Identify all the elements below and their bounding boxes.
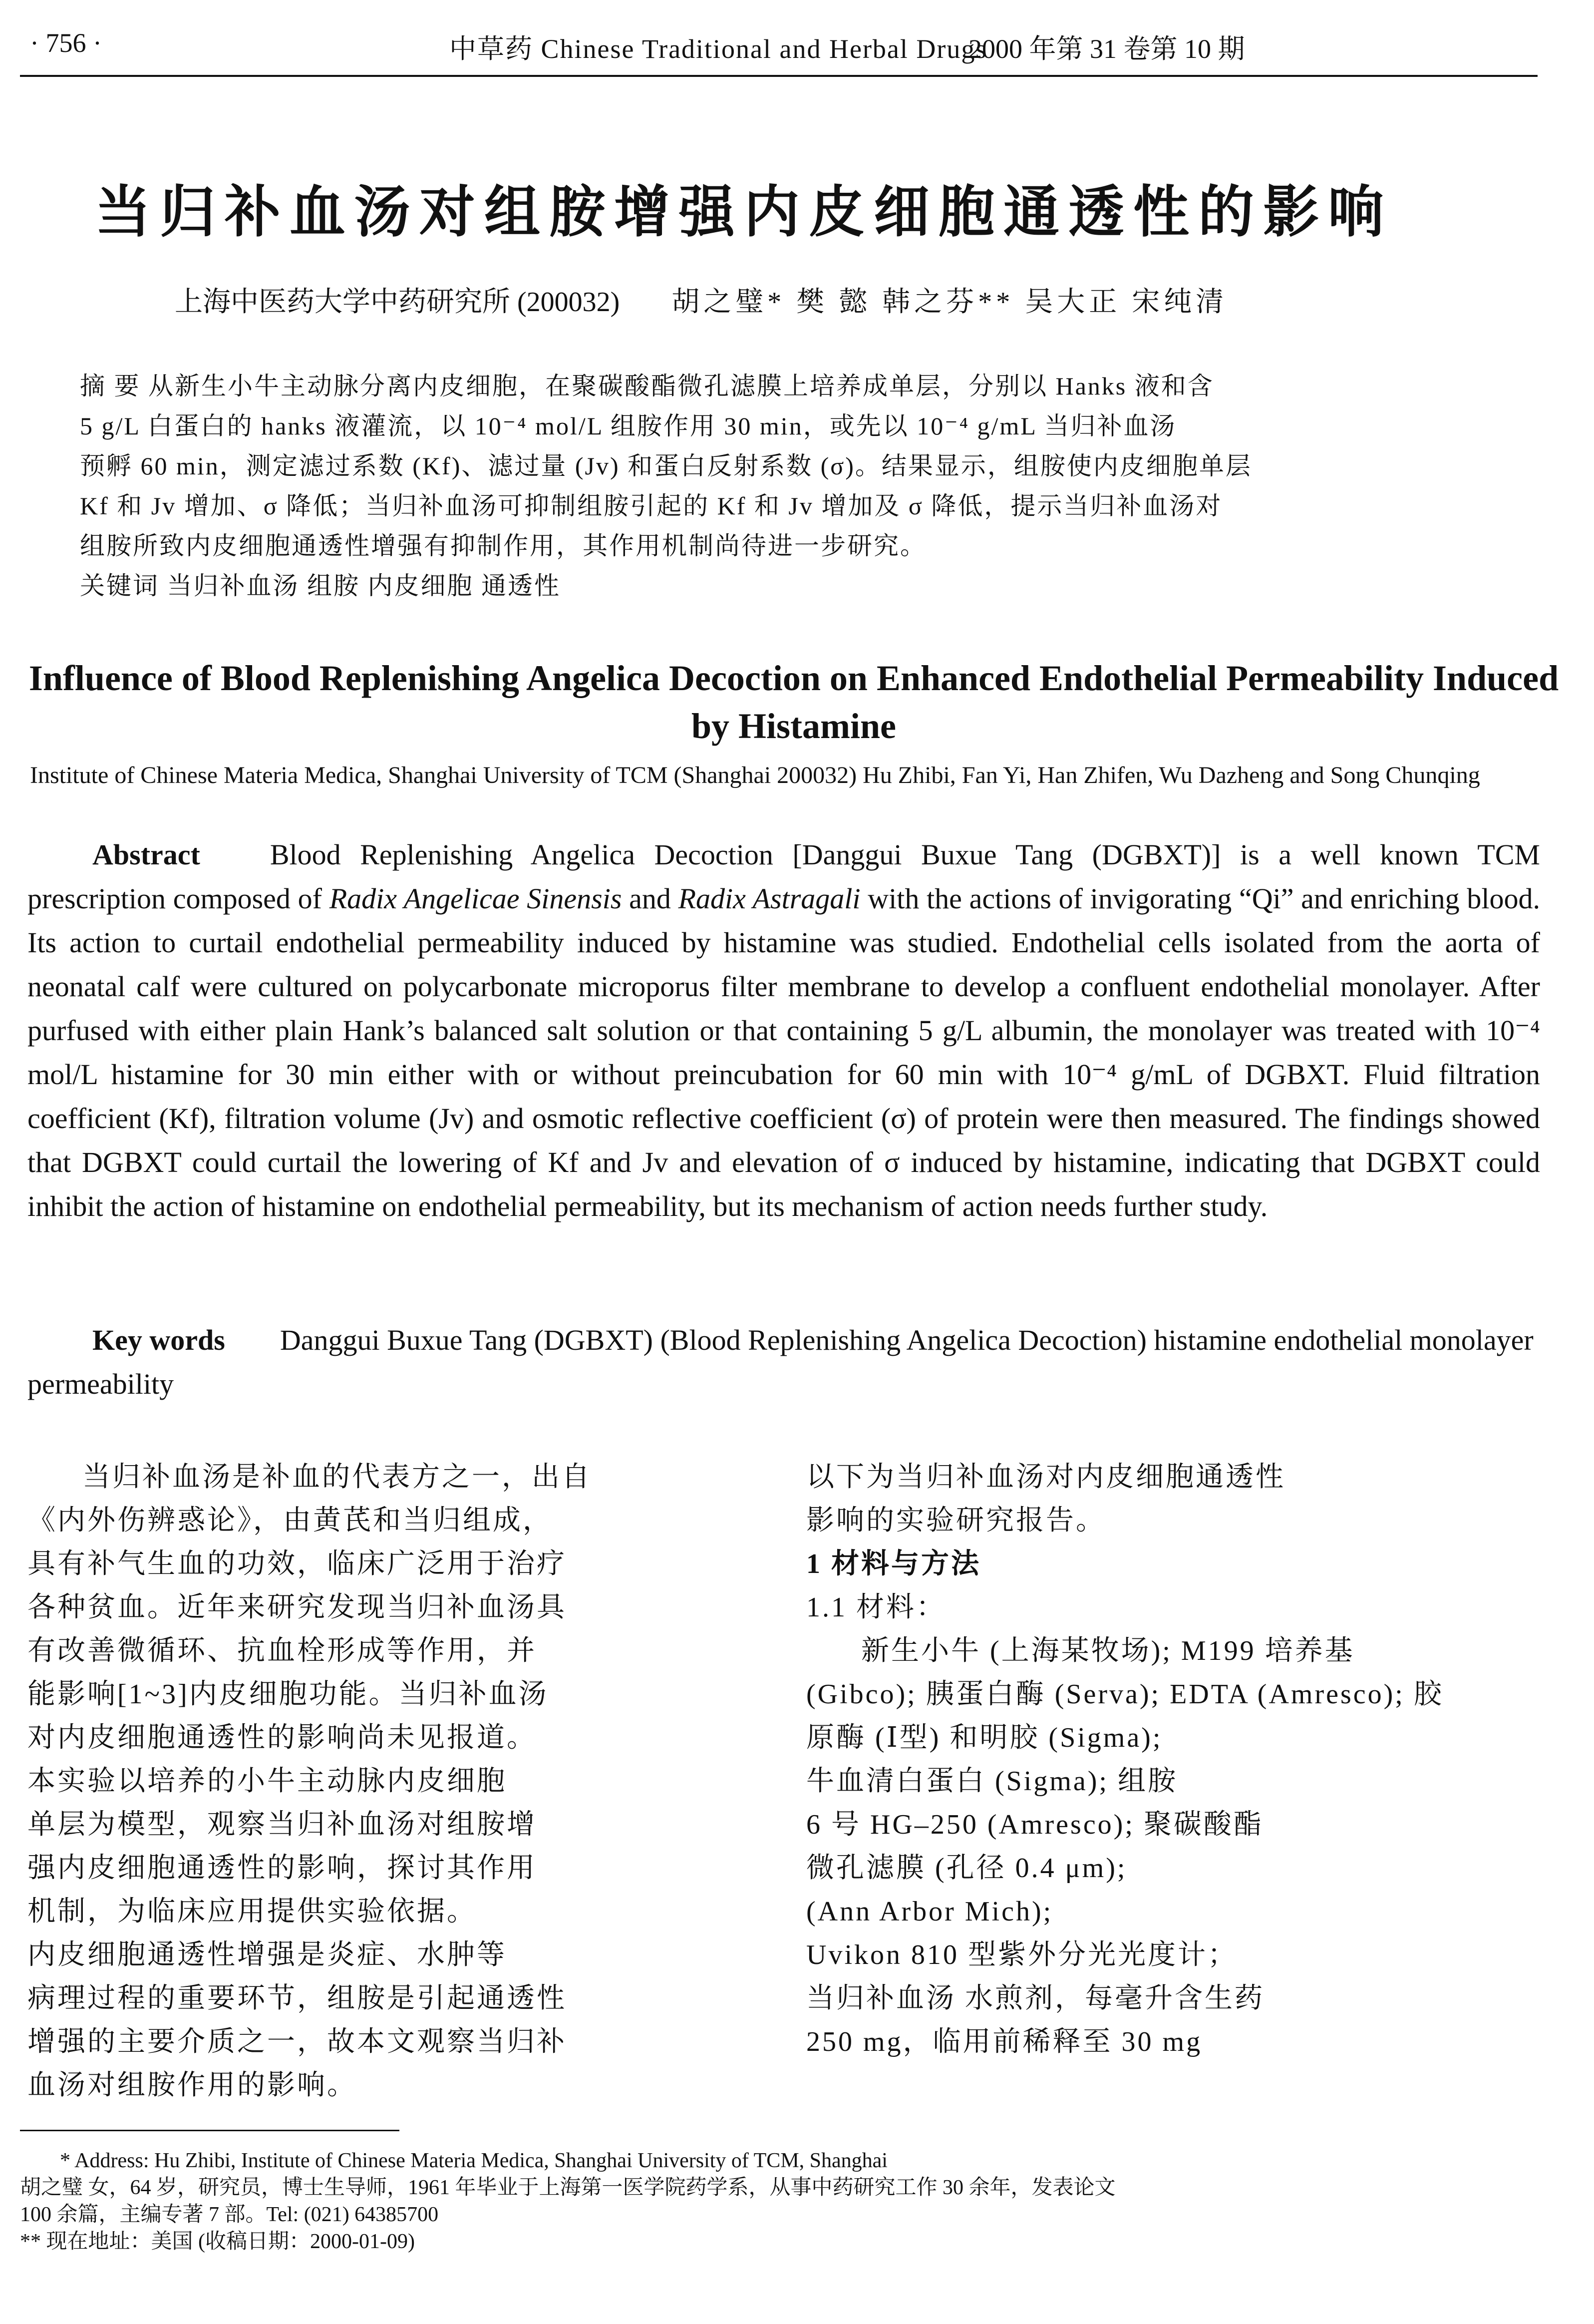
chinese-author-names: 胡之璧* 樊 懿 韩之芬** 吴大正 宋纯清 <box>671 287 1228 318</box>
subsection-heading: 1.1 材料： <box>806 1592 946 1623</box>
body-line: 本实验以培养的小牛主动脉内皮细胞 <box>27 1766 507 1797</box>
english-institution-authors: Institute of Chinese Materia Medica, Shanghai University of TCM (Shanghai 200032) Hu Zhibi, Fan Yi, Han Zhifen, Wu Dazheng and Song Chunqing <box>30 762 1480 788</box>
body-line: 血汤对组胺作用的影响。 <box>27 2070 357 2101</box>
body-line: 以下为当归补血汤对内皮细胞通透性 <box>806 1462 1285 1493</box>
abstract-text-part1: Blood Replenishing Angelica Decoction [Danggui Buxue Tang (DGBXT)] is a well known TCM prescription composed of <box>27 838 1540 915</box>
english-keywords <box>27 1318 1540 1406</box>
body-line: 250 mg，临用前稀释至 30 mg <box>806 2026 1203 2057</box>
body-line: 当归补血汤是补血的代表方之一，出自 <box>82 1462 592 1493</box>
body-right-column <box>806 1456 1545 2064</box>
body-line: 有改善微循环、抗血栓形成等作用，并 <box>27 1635 537 1666</box>
issue-info: 2000 年第 31 卷第 10 期 <box>968 34 1245 64</box>
body-line: (Gibco); 胰蛋白酶 (Serva); EDTA (Amresco); 胶 <box>806 1679 1444 1710</box>
chinese-abstract-line: 预孵 60 min，测定滤过系数 (Kf)、滤过量 (Jv) 和蛋白反射系数 (σ)。结果显示，组胺使内皮细胞单层 <box>80 452 1252 480</box>
page-number: · 756 · <box>30 28 102 58</box>
body-line: 新生小牛 (上海某牧场); M199 培养基 <box>861 1635 1355 1666</box>
section-heading: 1 材料与方法 <box>806 1549 981 1579</box>
body-line: (Ann Arbor Mich); <box>806 1896 1053 1927</box>
body-line: 各种贫血。近年来研究发现当归补血汤具 <box>27 1592 567 1623</box>
keywords-label: Key words <box>92 1324 225 1356</box>
footnotes <box>20 2147 1548 2255</box>
body-line: 强内皮细胞通透性的影响，探讨其作用 <box>27 1853 537 1884</box>
body-line: 影响的实验研究报告。 <box>806 1505 1106 1536</box>
body-line: 《内外伤辨惑论》，由黄芪和当归组成， <box>27 1505 553 1536</box>
chinese-title: 当归补血汤对组胺增强内皮细胞通透性的影响 <box>95 182 1393 244</box>
body-left-column <box>27 1456 766 2107</box>
body-line: 病理过程的重要环节，组胺是引起通透性 <box>27 1983 567 2014</box>
body-line: 对内皮细胞通透性的影响尚未见报道。 <box>27 1722 537 1753</box>
footnote-line: 胡之璧 女，64 岁，研究员，博士生导师，1961 年毕业于上海第一医学院药学系，从事中药研究工作 30 余年，发表论文 <box>20 2176 1116 2199</box>
chinese-affiliation: 上海中医药大学中药研究所 (200032) <box>175 287 620 318</box>
footnote-line: 100 余篇，主编专著 7 部。Tel: (021) 64385700 <box>20 2203 439 2226</box>
footnote-address: * Address: Hu Zhibi, Institute of Chinese Materia Medica, Shanghai University of TCM, Shanghai <box>60 2149 888 2172</box>
header-rule <box>20 75 1538 77</box>
footnote-rule <box>20 2130 399 2131</box>
body-line: 牛血清白蛋白 (Sigma); 组胺 <box>806 1766 1178 1797</box>
body-line: 当归补血汤 水煎剂，每毫升含生药 <box>806 1983 1265 2014</box>
body-line: 增强的主要介质之一，故本文观察当归补 <box>27 2026 567 2057</box>
body-line: 能影响[1~3]内皮细胞功能。当归补血汤 <box>27 1679 549 1710</box>
journal-name: 中草药 Chinese Traditional and Herbal Drugs <box>449 34 987 64</box>
chinese-authors <box>175 280 1423 320</box>
abstract-herb-astragali: Radix Astragali <box>678 882 861 915</box>
body-line: 单层为模型，观察当归补血汤对组胺增 <box>27 1809 537 1840</box>
keywords-text: Danggui Buxue Tang (DGBXT) (Blood Replenishing Angelica Decoction) histamine endothelial monolayer permeability <box>27 1324 1534 1400</box>
abstract-text-part2: with the actions of invigorating “Qi” and enriching blood. Its action to curtail endothelial permeability induced by histamine was studied. Endothelial cells isolated from the aorta of neonatal calf were cultured on polycarbonate microporus filter membrane to develop a confluent endothelial monolayer. After purfused with either plain Hank’s balanced salt solution or that containing 5 g/L albumin, the monolayer was treated with 10⁻⁴ mol/L histamine for 30 min either with or without preincubation for 60 min with 10⁻⁴ g/mL of DGBXT. Fluid filtration coefficient (Kf), filtration volume (Jv) and osmotic reflective coefficient (σ) of protein were then measured. The findings showed that DGBXT could curtail the lowering of Kf and Jv and elevation of σ induced by histamine, indicating that DGBXT could inhibit the action of histamine on endothelial permeability, but its mechanism of action needs further study. <box>27 882 1541 1222</box>
footnote-line: ** 现在地址：美国 (收稿日期：2000-01-09) <box>20 2230 415 2253</box>
body-line: 原酶 (Ⅰ型) 和明胶 (Sigma); <box>806 1722 1163 1753</box>
body-line: 机制，为临床应用提供实验依据。 <box>27 1896 477 1927</box>
chinese-abstract-line: 5 g/L 白蛋白的 hanks 液灌流，以 10⁻⁴ mol/L 组胺作用 30 min，或先以 10⁻⁴ g/mL 当归补血汤 <box>80 412 1177 440</box>
english-abstract <box>27 833 1540 1228</box>
abstract-label: Abstract <box>92 838 200 871</box>
abstract-herb-angelica: Radix Angelicae Sinensis <box>329 882 622 915</box>
body-line: 6 号 HG–250 (Amresco); 聚碳酸酯 <box>806 1809 1264 1840</box>
body-line: 具有补气生血的功效，临床广泛用于治疗 <box>27 1549 567 1579</box>
chinese-keywords-line: 关键词 当归补血汤 组胺 内皮细胞 通透性 <box>80 572 561 600</box>
chinese-abstract-line: Kf 和 Jv 增加、σ 降低；当归补血汤可抑制组胺引起的 Kf 和 Jv 增加及 σ 降低，提示当归补血汤对 <box>80 492 1223 520</box>
english-title: Influence of Blood Replenishing Angelica Decoction on Enhanced Endothelial Permeability Induced by Histamine <box>28 658 1559 746</box>
body-line: Uvikon 810 型紫外分光光度计； <box>806 1939 1238 1970</box>
chinese-abstract-line: 组胺所致内皮细胞通透性增强有抑制作用，其作用机制尚待进一步研究。 <box>80 532 927 560</box>
abstract-and: and <box>622 882 678 915</box>
body-line: 内皮细胞通透性增强是炎症、水肿等 <box>27 1939 507 1970</box>
chinese-abstract-line: 摘 要 从新生小牛主动脉分离内皮细胞，在聚碳酸酯微孔滤膜上培养成单层，分别以 Hanks 液和含 <box>80 372 1214 400</box>
body-line: 微孔滤膜 (孔径 0.4 μm); <box>806 1853 1127 1884</box>
